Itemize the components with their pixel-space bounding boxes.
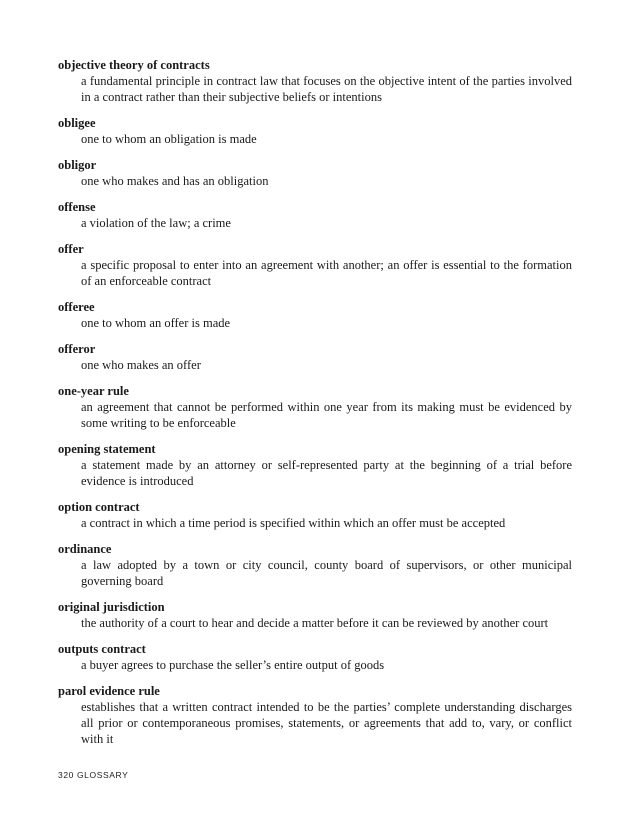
glossary-entry xyxy=(58,241,572,289)
glossary-entry xyxy=(58,383,572,431)
entry-term: option contract xyxy=(58,500,140,514)
glossary-entry xyxy=(58,157,572,189)
entry-term: parol evidence rule xyxy=(58,684,160,698)
glossary-entry xyxy=(58,441,572,489)
entry-term: original jurisdiction xyxy=(58,600,165,614)
glossary-entry xyxy=(58,641,572,673)
entry-term: obligee xyxy=(58,116,96,130)
entry-definition: one to whom an obligation is made xyxy=(81,132,257,146)
entry-definition: a violation of the law; a crime xyxy=(81,216,231,230)
glossary-entry xyxy=(58,599,572,631)
page-number: 320 xyxy=(58,770,74,780)
entry-definition: a statement made by an attorney or self-represented party at the beginning of a trial before evidence is introduced xyxy=(81,458,572,488)
entry-definition: a contract in which a time period is specified within which an offer must be accepted xyxy=(81,516,506,530)
glossary-entry xyxy=(58,199,572,231)
glossary-entry xyxy=(58,115,572,147)
entry-definition: a specific proposal to enter into an agreement with another; an offer is essential to the formation of an enforceable contract xyxy=(81,258,572,288)
glossary-entry xyxy=(58,541,572,589)
entry-term: outputs contract xyxy=(58,642,146,656)
entry-term: ordinance xyxy=(58,542,112,556)
entry-definition: a law adopted by a town or city council, county board of supervisors, or other municipal governing board xyxy=(81,558,572,588)
entry-definition: a buyer agrees to purchase the seller’s entire output of goods xyxy=(81,658,385,672)
entry-definition: establishes that a written contract intended to be the parties’ complete understanding discharges all prior or contemporaneous promises, statements, or agreements that add to, vary, or conflict with it xyxy=(81,700,572,746)
entry-definition: one to whom an offer is made xyxy=(81,316,231,330)
page-footer xyxy=(58,770,128,780)
glossary-entry xyxy=(58,57,572,105)
entry-term: obligor xyxy=(58,158,97,172)
entry-definition: an agreement that cannot be performed within one year from its making must be evidenced by some writing to be enforceable xyxy=(81,400,572,430)
entry-definition: a fundamental principle in contract law that focuses on the objective intent of the parties involved in a contract rather than their subjective beliefs or intentions xyxy=(81,74,572,104)
entry-definition: one who makes and has an obligation xyxy=(81,174,269,188)
entry-term: offense xyxy=(58,200,96,214)
entry-term: offeror xyxy=(58,342,96,356)
entry-term: offer xyxy=(58,242,84,256)
entry-term: offeree xyxy=(58,300,95,314)
glossary-entry xyxy=(58,299,572,331)
entry-term: one-year rule xyxy=(58,384,129,398)
section-label: GLOSSARY xyxy=(76,770,129,780)
entry-term: opening statement xyxy=(58,442,156,456)
glossary-entry xyxy=(58,341,572,373)
glossary-list xyxy=(58,57,572,757)
entry-definition: the authority of a court to hear and decide a matter before it can be reviewed by another court xyxy=(81,616,549,630)
glossary-entry xyxy=(58,499,572,531)
entry-definition: one who makes an offer xyxy=(81,358,201,372)
entry-term: objective theory of contracts xyxy=(58,58,210,72)
glossary-entry xyxy=(58,683,572,747)
